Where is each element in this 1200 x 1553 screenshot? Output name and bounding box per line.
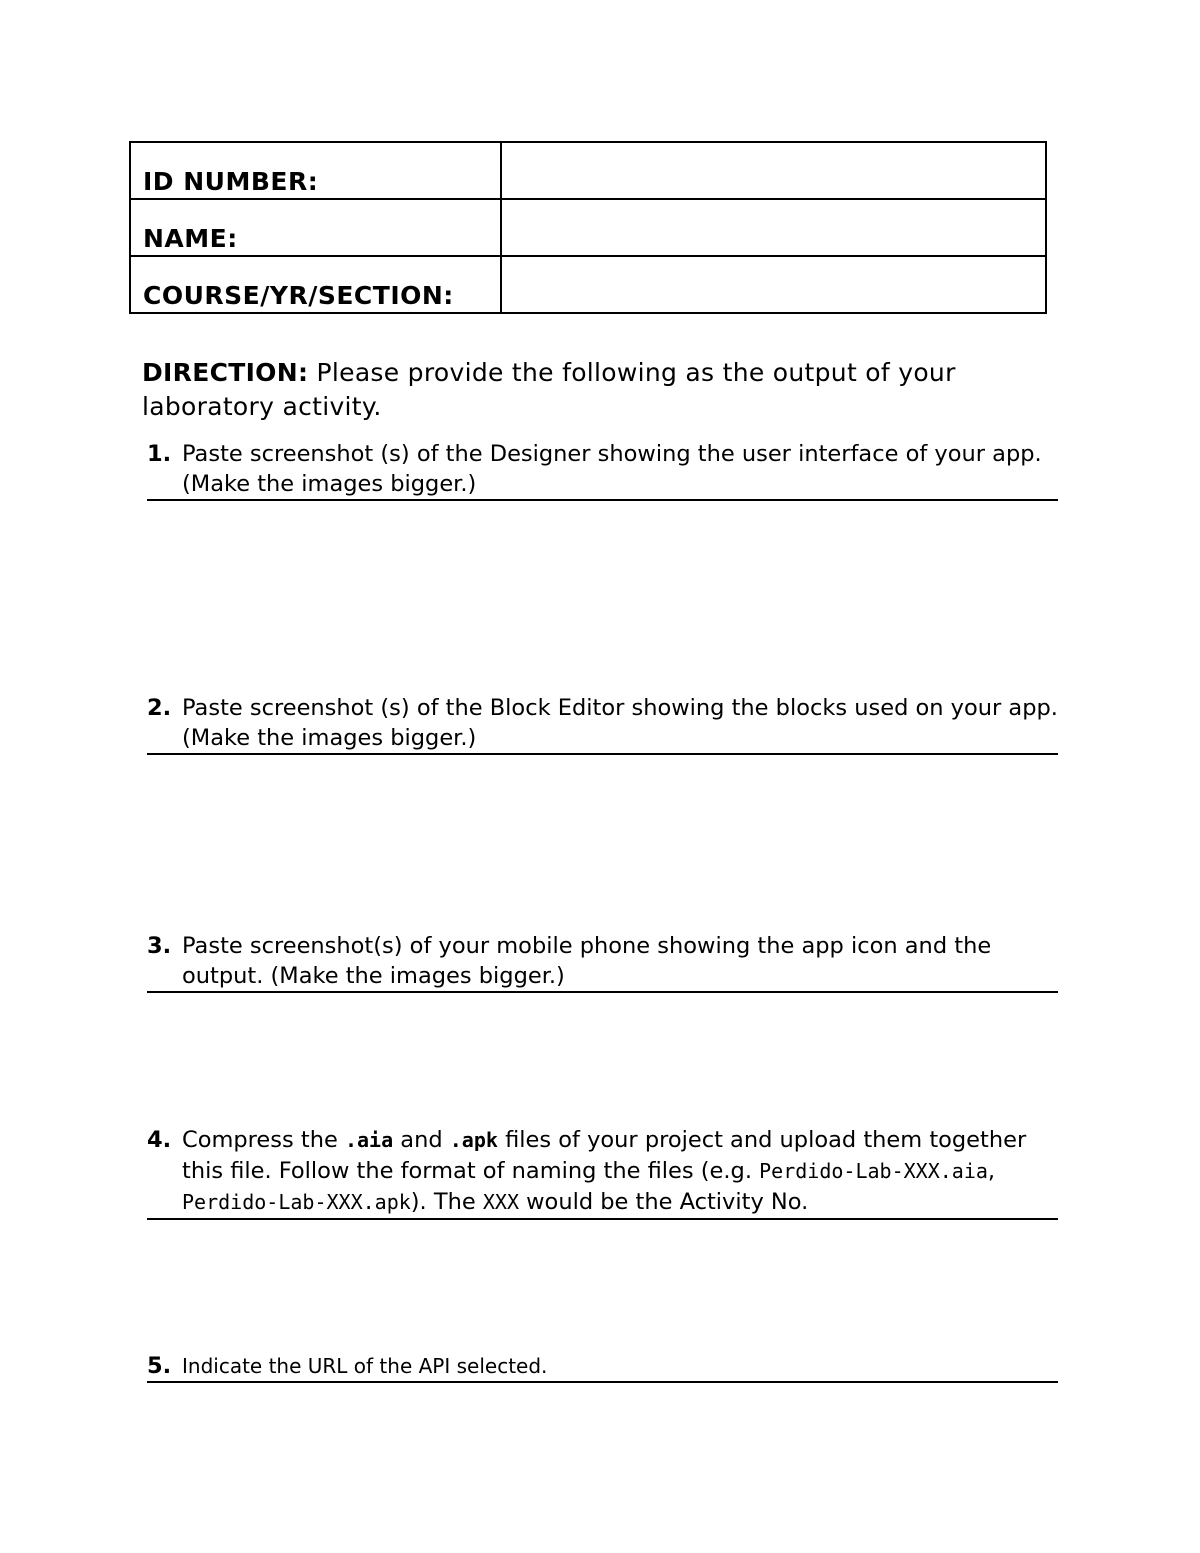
item-number: 3. (147, 933, 172, 959)
example-apk-filename: Perdido-Lab-XXX.apk (182, 1190, 411, 1214)
apk-extension: .apk (449, 1128, 498, 1152)
item-text-part: files of your project and upload them together this file. Follow the format of naming the files (e.g. (182, 1127, 1027, 1184)
item-text: Paste screenshot (s) of the Designer showing the user interface of your app. (Make the images bigger.) (182, 441, 1042, 497)
list-item-1 (147, 439, 1058, 501)
item-text-part: and (393, 1127, 450, 1153)
list-item-2 (147, 693, 1058, 755)
item-text: Paste screenshot(s) of your mobile phone showing the app icon and the output. (Make the images bigger.) (182, 933, 992, 989)
item-text: Paste screenshot (s) of the Block Editor showing the blocks used on your app. (Make the images bigger.) (182, 695, 1058, 751)
item-text-part: Compress the (182, 1127, 345, 1153)
id-number-field[interactable] (501, 142, 1046, 199)
name-label: NAME: (130, 199, 501, 256)
item-text: Indicate the URL of the API selected. (182, 1354, 548, 1378)
student-info-table (129, 141, 1047, 314)
item-number: 4. (147, 1127, 172, 1153)
item-number: 2. (147, 695, 172, 721)
list-item-5 (147, 1351, 1058, 1383)
item-number: 5. (147, 1353, 172, 1379)
id-number-label: ID NUMBER: (130, 142, 501, 199)
course-yr-section-label: COURSE/YR/SECTION: (130, 256, 501, 313)
item-text (182, 1125, 1058, 1218)
info-row-course (130, 256, 1046, 313)
info-row-name (130, 199, 1046, 256)
name-field[interactable] (501, 199, 1046, 256)
aia-extension: .aia (344, 1128, 394, 1152)
list-item-4 (147, 1125, 1058, 1220)
item-text-part: , (987, 1158, 996, 1184)
direction-label: DIRECTION: (142, 358, 309, 387)
item-text-part: would be the Activity No. (519, 1189, 809, 1215)
activity-placeholder: XXX (482, 1190, 519, 1214)
list-item-3 (147, 931, 1058, 993)
direction-paragraph (142, 356, 1042, 424)
item-text-part: ). The (410, 1189, 483, 1215)
item-number: 1. (147, 441, 172, 467)
example-aia-filename: Perdido-Lab-XXX.aia (759, 1159, 988, 1183)
course-yr-section-field[interactable] (501, 256, 1046, 313)
direction-text: Please provide the following as the output of your laboratory activity. (142, 358, 956, 421)
info-row-id-number (130, 142, 1046, 199)
